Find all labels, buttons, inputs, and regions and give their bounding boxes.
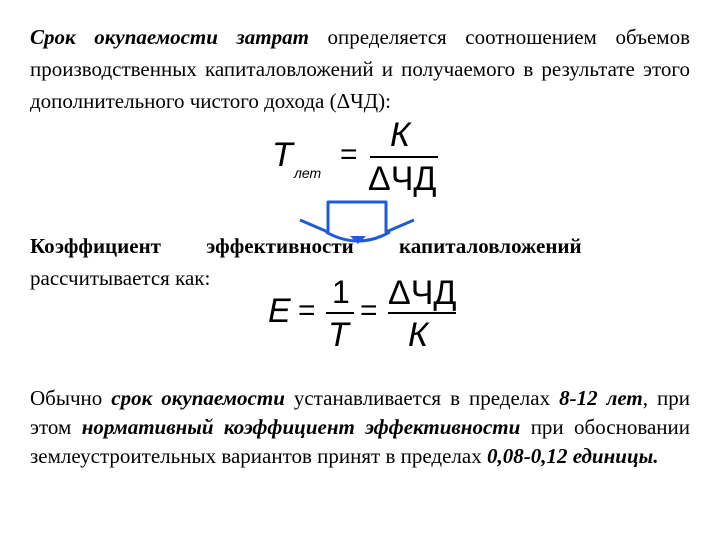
normative-text-1: Обычно	[30, 386, 112, 410]
formula2-second-equals: =	[360, 294, 378, 327]
normative-term-coefficient: нормативный коэффициент эффективности	[81, 415, 521, 439]
efficiency-coefficient-term: Коэффициент эффективности капиталовложений	[30, 234, 582, 258]
efficiency-coefficient-text: рассчитывается как:	[30, 266, 211, 290]
formula1-equals-sign: =	[340, 138, 358, 171]
normative-coefficient-range: 0,08-0,12 единицы.	[486, 444, 659, 468]
formula2-fraction1-denominator: T	[328, 316, 349, 354]
formula1-numerator: К	[390, 116, 411, 154]
normative-text-2: устанавливается в пределах	[284, 386, 560, 410]
formula2-fraction1-numerator: 1	[332, 274, 350, 310]
formula2-fraction2-numerator: ΔЧД	[388, 274, 457, 312]
normative-text-3: , при этом	[30, 386, 690, 439]
formula2-fraction1-bar	[326, 312, 354, 314]
formula1-denominator: ΔЧД	[368, 160, 437, 198]
payback-definition-text: определяется соотношением объемов производственных капиталовложений и получаемого в результате этого дополнительного чистого дохода (ΔЧД):	[30, 25, 690, 113]
normative-term-payback: срок окупаемости	[111, 386, 285, 410]
formula1-lhs-subscript: лет	[294, 165, 322, 181]
normative-payback-range: 8-12 лет	[559, 386, 643, 410]
formula2-first-equals: =	[298, 294, 316, 327]
payback-term: Срок окупаемости затрат	[30, 25, 309, 49]
normative-values-paragraph	[30, 384, 690, 471]
formula2-lhs-variable: E	[268, 292, 291, 330]
formula1-fraction-bar	[370, 156, 438, 158]
efficiency-coefficient-formula	[268, 270, 468, 360]
normative-text-4: при обосновании землеустроительных вариантов принят в пределах	[30, 415, 690, 468]
formula2-fraction2-bar	[388, 312, 456, 314]
formula1-lhs-variable: T	[272, 136, 293, 174]
formula2-fraction2-denominator: К	[408, 316, 429, 354]
payback-definition-paragraph	[30, 21, 690, 117]
payback-period-formula	[272, 116, 452, 206]
